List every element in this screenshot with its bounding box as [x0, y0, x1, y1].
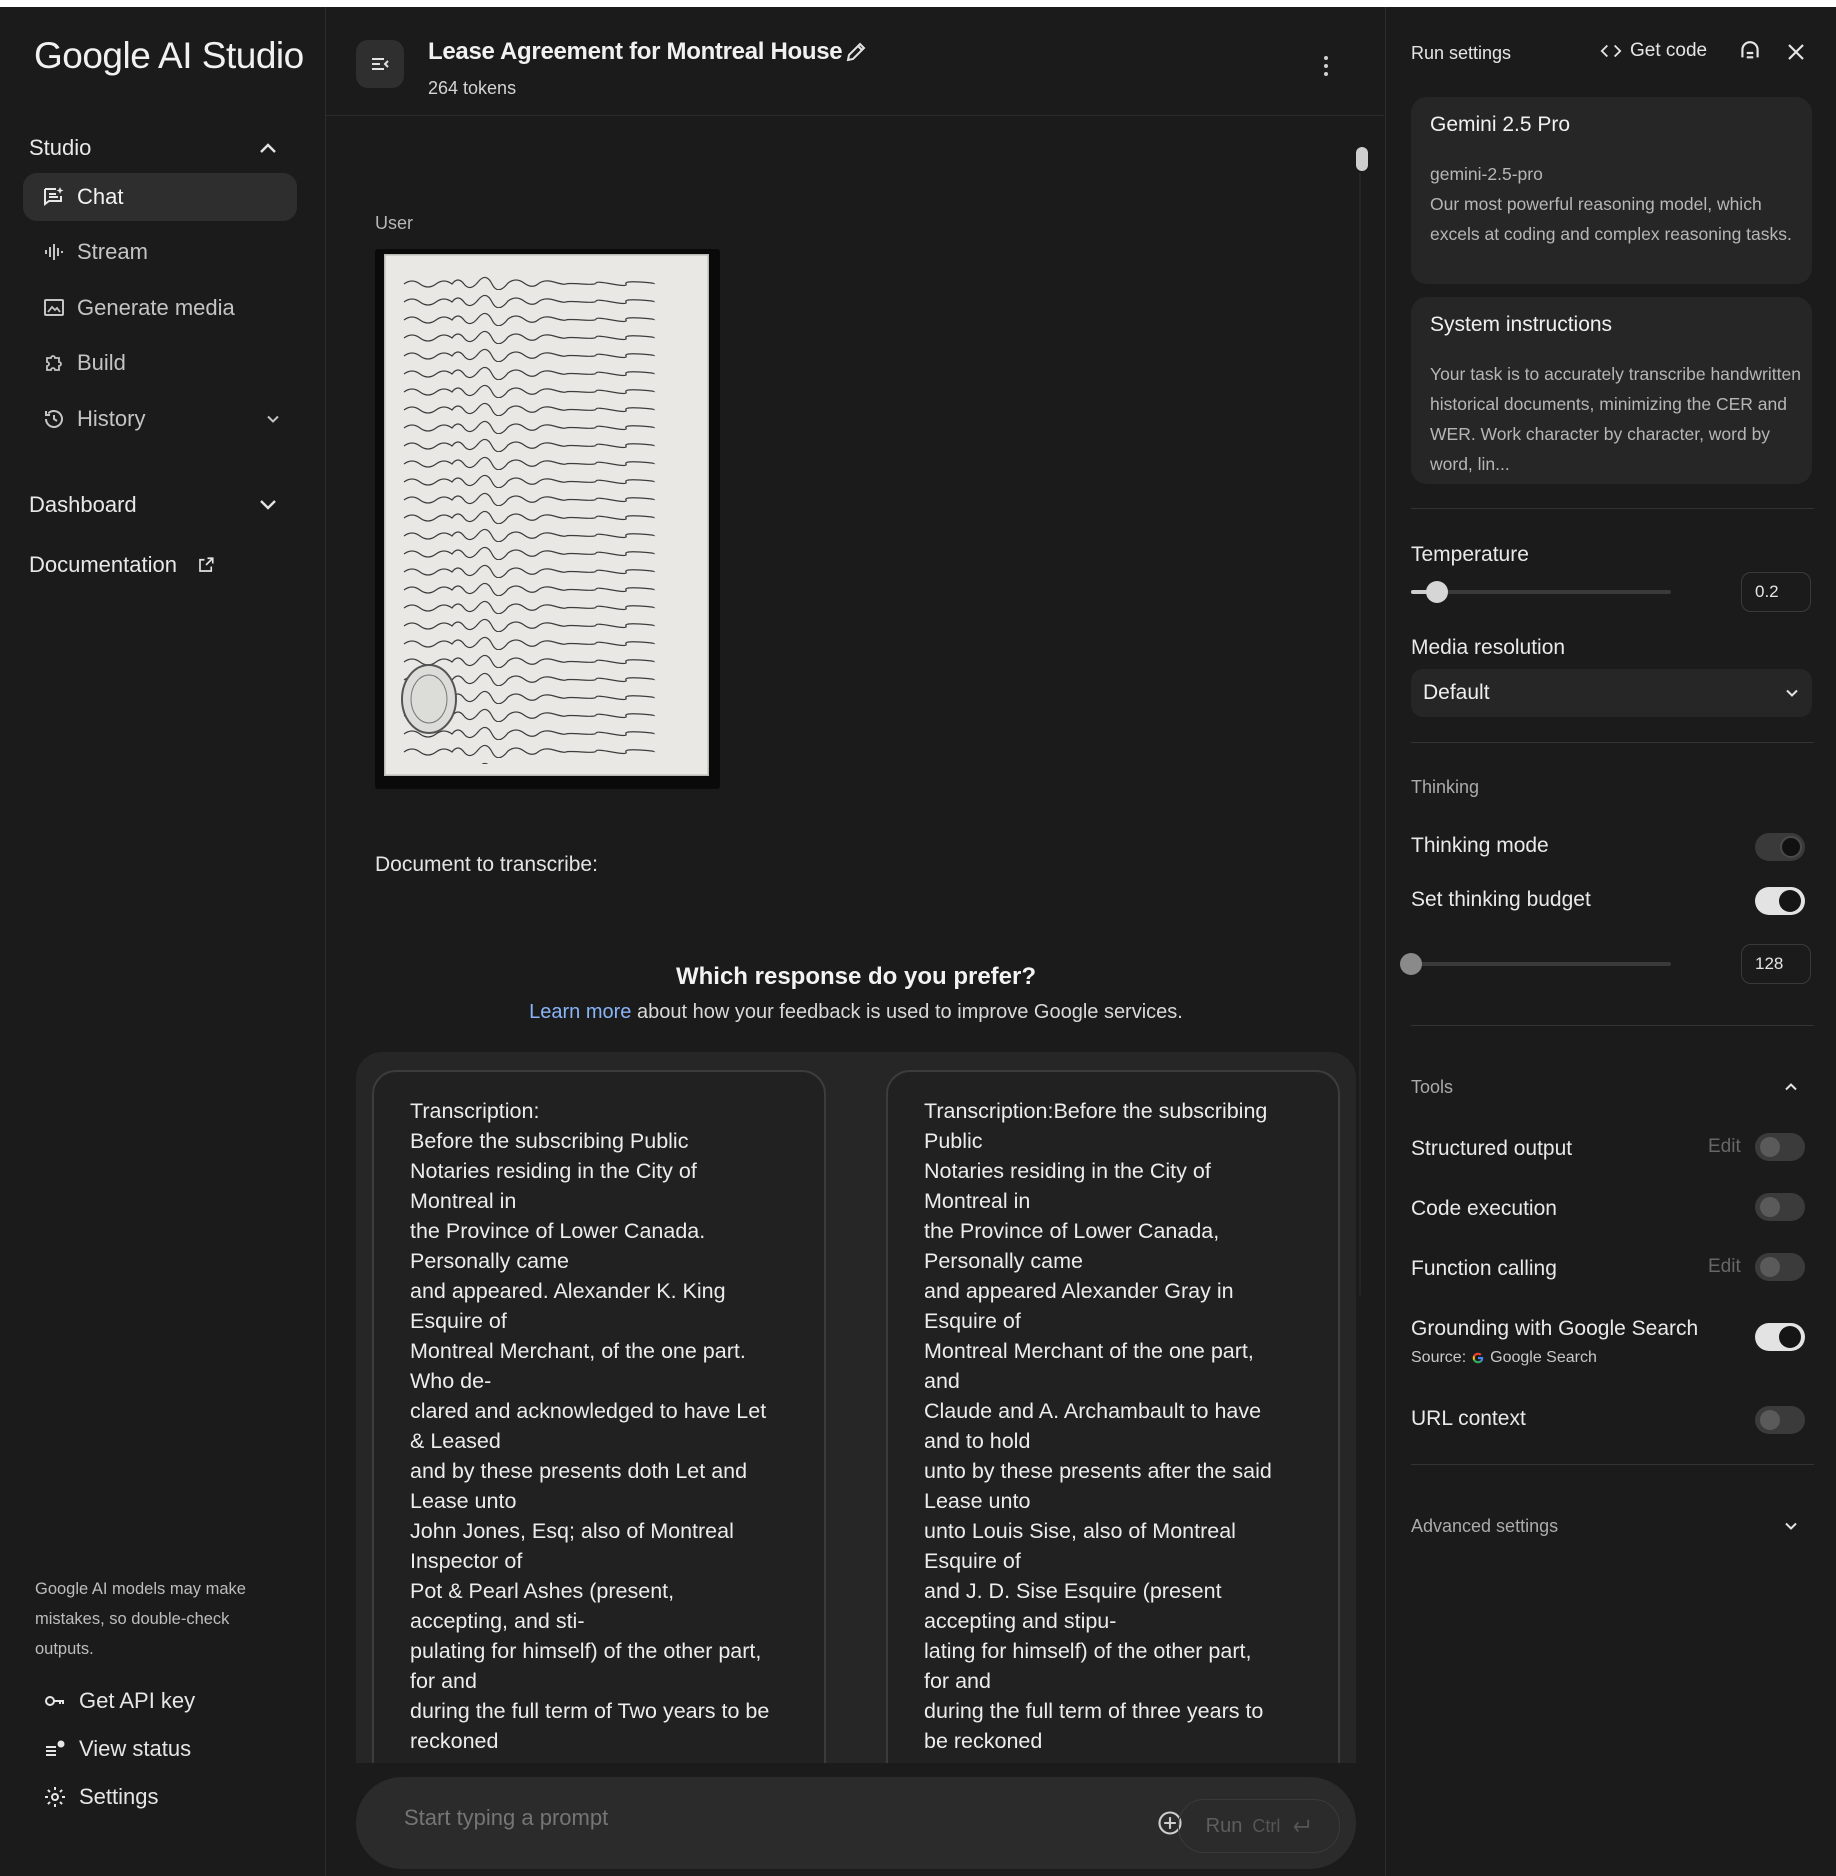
document-prompt-text: Document to transcribe:	[375, 853, 598, 876]
sidebar-item-stream[interactable]	[23, 228, 297, 276]
thinking-budget-input[interactable]: 128	[1741, 944, 1811, 984]
structured-output-label: Structured output	[1411, 1137, 1573, 1160]
user-role-label: User	[375, 213, 414, 233]
run-settings-title: Run settings	[1411, 43, 1512, 63]
response-text: Transcription: Before the subscribing Public Notaries residing in the City of Montreal in the Province of Lower Canada. Personally came and appeared. Alexander K. King Esquire of Montreal Merchant, of the one part. Who de- clared and acknowledged to have Let & Leased and by these presents doth Let and Lease unto John Jones, Esq; also of Montreal Inspector of Pot & Pearl Ashes (present, accepting, and sti- pulating for himself) of the other part, for and during the full term of Two years to be reckoned	[410, 1099, 770, 1753]
media-resolution-value: Default	[1423, 681, 1490, 704]
model-selector-card[interactable]	[1411, 97, 1812, 284]
collapse-sidebar-icon	[368, 52, 392, 76]
response-option-a[interactable]	[372, 1070, 826, 1763]
system-instructions-title: System instructions	[1430, 313, 1613, 336]
external-link-icon	[197, 556, 215, 574]
feedback-note	[326, 1001, 1386, 1024]
grounding-toggle[interactable]	[1755, 1323, 1805, 1351]
handwriting-scan	[384, 254, 709, 776]
top-bar	[326, 7, 1384, 116]
app-logo[interactable]: Google AI Studio	[34, 35, 304, 76]
handwritten-page	[384, 254, 709, 776]
image-icon	[41, 295, 67, 321]
grounding-label: Grounding with Google Search	[1411, 1317, 1699, 1340]
edit-pencil-icon[interactable]	[844, 40, 868, 64]
run-label: Run	[1205, 1814, 1243, 1837]
chevron-down-icon	[1782, 683, 1802, 703]
thinking-budget-label: Set thinking budget	[1411, 888, 1591, 911]
media-resolution-select[interactable]	[1411, 669, 1812, 717]
function-calling-edit[interactable]: Edit	[1708, 1256, 1741, 1277]
get-code-label: Get code	[1630, 40, 1708, 61]
code-brackets-icon	[1600, 42, 1622, 60]
google-g-icon	[1471, 1351, 1485, 1365]
thinking-section-label: Thinking	[1411, 777, 1480, 797]
chat-scrollbar[interactable]	[1356, 147, 1368, 171]
model-description: Our most powerful reasoning model, which excels at coding and complex reasoning tasks.	[1430, 194, 1792, 244]
uploaded-document-image[interactable]	[375, 249, 720, 789]
divider	[1411, 742, 1814, 743]
close-icon[interactable]	[1784, 40, 1808, 64]
documentation-link[interactable]	[29, 552, 215, 578]
puzzle-icon	[41, 350, 67, 376]
thinking-budget-slider-handle[interactable]	[1400, 953, 1422, 975]
learn-more-link[interactable]: Learn more	[529, 1001, 632, 1023]
code-execution-label: Code execution	[1411, 1197, 1557, 1220]
toggle-knob	[1779, 1326, 1801, 1348]
toggle-knob	[1760, 1137, 1780, 1157]
token-count: 264 tokens	[428, 78, 517, 98]
model-name: Gemini 2.5 Pro	[1430, 113, 1571, 136]
sidebar-item-history[interactable]	[23, 395, 297, 443]
temperature-label: Temperature	[1411, 543, 1529, 566]
url-context-toggle[interactable]	[1755, 1406, 1805, 1434]
preference-question: Which response do you prefer?	[675, 963, 1037, 990]
temperature-slider-handle[interactable]	[1426, 581, 1448, 603]
chevron-up-icon[interactable]	[256, 137, 280, 161]
sidebar-item-label: Build	[77, 350, 126, 375]
response-text: Transcription:Before the subscribing Public Notaries residing in the City of Montreal in the Province of Lower Canada, Personally came and appeared Alexander Gray in Esquire of Montreal Merchant of the one part, and Claude and A. Archambault to have and to hold unto by these presents after the said Lease unto unto Louis Sise, also of Montreal Esquire of and J. D. Sise Esquire (present accepting and stipu- lating for himself) of the other part, for and during the full term of three years to be reckoned	[924, 1099, 1272, 1753]
function-calling-toggle[interactable]	[1755, 1253, 1805, 1281]
toggle-sidebar-button[interactable]	[356, 40, 404, 88]
model-id: gemini-2.5-pro	[1430, 164, 1543, 184]
sidebar	[0, 7, 326, 1876]
enter-key-icon	[1290, 1817, 1312, 1835]
chevron-up-icon[interactable]	[1781, 1077, 1801, 1097]
temperature-input[interactable]: 0.2	[1741, 572, 1811, 612]
sidebar-item-label: History	[77, 406, 146, 431]
sidebar-item-build[interactable]	[23, 339, 297, 387]
chevron-down-icon[interactable]	[256, 492, 280, 516]
footer-item-label: View status	[79, 1736, 192, 1761]
divider	[1411, 1025, 1814, 1026]
reset-settings-icon[interactable]	[1737, 40, 1763, 66]
get-code-button[interactable]	[1600, 40, 1707, 62]
chevron-down-icon[interactable]	[263, 409, 283, 429]
function-calling-label: Function calling	[1411, 1257, 1557, 1280]
thinking-mode-label: Thinking mode	[1411, 834, 1549, 857]
url-context-label: URL context	[1411, 1407, 1526, 1430]
tools-section-label: Tools	[1411, 1077, 1454, 1097]
divider	[1411, 508, 1814, 509]
structured-output-toggle[interactable]	[1755, 1133, 1805, 1161]
app-window	[0, 7, 1836, 1876]
get-api-key-link[interactable]	[43, 1688, 195, 1714]
temperature-slider[interactable]	[1411, 590, 1671, 594]
code-execution-toggle[interactable]	[1755, 1193, 1805, 1221]
source-prefix: Source:	[1411, 1349, 1467, 1366]
run-button[interactable]	[1178, 1799, 1340, 1853]
footer-item-label: Settings	[79, 1784, 159, 1809]
media-resolution-label: Media resolution	[1411, 636, 1566, 659]
feedback-note-text: about how your feedback is used to improve Google services.	[631, 1001, 1183, 1023]
view-status-link[interactable]	[43, 1736, 191, 1762]
chat-spark-icon	[41, 184, 67, 210]
thinking-mode-toggle[interactable]	[1755, 833, 1805, 861]
prompt-input[interactable]	[404, 1805, 1104, 1831]
settings-link[interactable]	[43, 1784, 159, 1810]
divider	[1411, 1464, 1814, 1465]
toggle-knob	[1779, 890, 1801, 912]
sidebar-item-generate-media[interactable]	[23, 284, 297, 332]
chevron-down-icon[interactable]	[1781, 1516, 1801, 1536]
disclaimer-text: Google AI models may make mistakes, so double-check outputs.	[35, 1580, 246, 1658]
main-panel	[326, 7, 1384, 1876]
advanced-settings-label[interactable]: Advanced settings	[1411, 1516, 1559, 1536]
footer-item-label: Get API key	[79, 1688, 196, 1713]
grounding-source	[1411, 1349, 1597, 1367]
toggle-knob	[1760, 1257, 1780, 1277]
page-title: Lease Agreement for Montreal House	[428, 38, 843, 65]
toggle-knob	[1760, 1410, 1780, 1430]
dashboard-section-header[interactable]: Dashboard	[29, 492, 137, 517]
toggle-knob	[1780, 836, 1802, 858]
system-instructions-card[interactable]	[1411, 297, 1812, 484]
structured-output-edit[interactable]: Edit	[1708, 1136, 1741, 1157]
documentation-label: Documentation	[29, 552, 177, 577]
sidebar-item-label: Chat	[77, 184, 124, 209]
response-comparison	[356, 1052, 1356, 1763]
thinking-budget-slider[interactable]	[1411, 962, 1671, 966]
thinking-budget-toggle[interactable]	[1755, 887, 1805, 915]
toggle-knob	[1760, 1197, 1780, 1217]
scrollbar-track	[1359, 173, 1361, 1295]
system-instructions-text: Your task is to accurately transcribe handwritten historical documents, minimizing the CER and WER. Work character by character, word by word, lin...	[1430, 364, 1801, 474]
sidebar-item-label: Stream	[77, 239, 148, 264]
shortcut-label: Ctrl	[1252, 1815, 1281, 1836]
sidebar-item-chat[interactable]	[23, 173, 297, 221]
waveform-icon	[41, 239, 67, 265]
status-icon	[43, 1737, 67, 1761]
response-option-b[interactable]	[886, 1070, 1340, 1763]
run-settings-panel	[1385, 7, 1836, 1876]
prompt-bar	[356, 1777, 1356, 1869]
source-name: Google Search	[1490, 1349, 1597, 1366]
gear-icon	[43, 1785, 67, 1809]
key-icon	[43, 1689, 67, 1713]
sidebar-item-label: Generate media	[77, 295, 235, 320]
more-options-icon[interactable]	[1322, 55, 1330, 77]
history-icon	[41, 406, 67, 432]
studio-section-header[interactable]: Studio	[29, 135, 92, 160]
